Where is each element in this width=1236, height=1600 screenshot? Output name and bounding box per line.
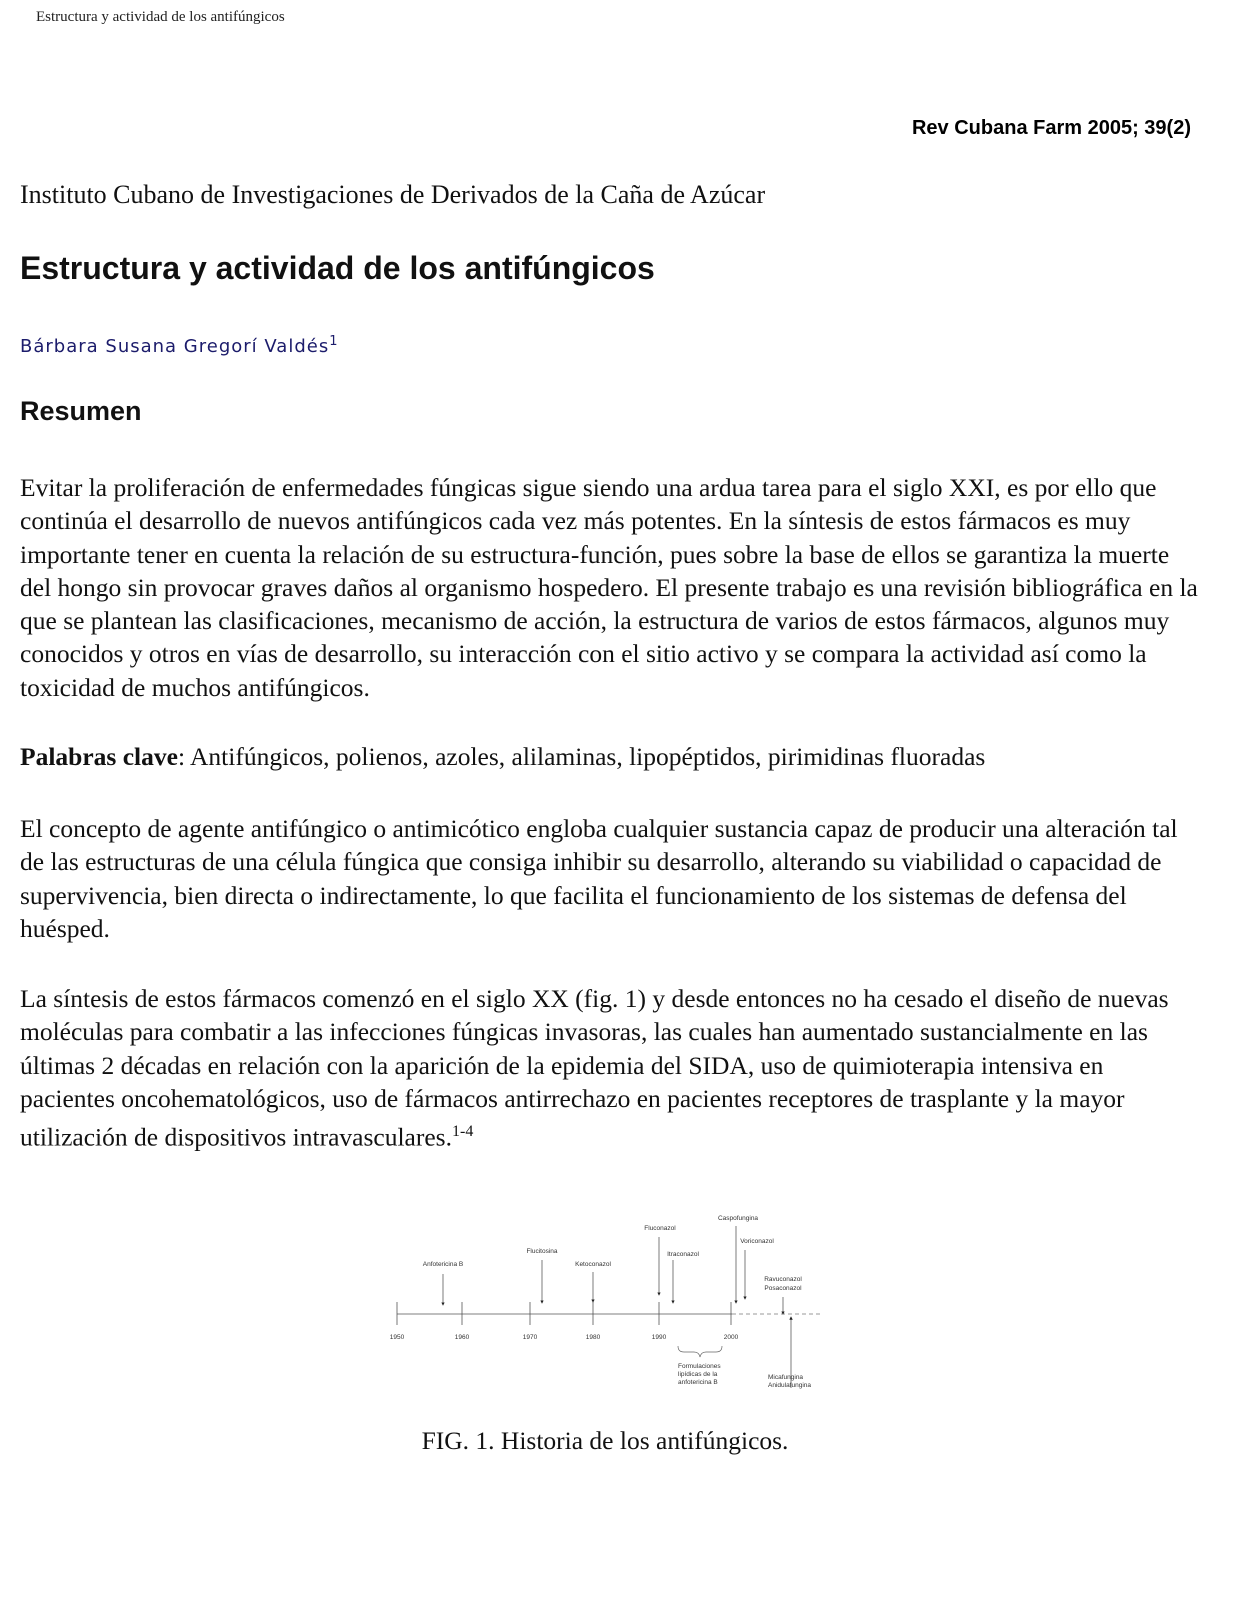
journal-reference: Rev Cubana Farm 2005; 39(2) — [911, 117, 1191, 139]
body-paragraph-2-text: La síntesis de estos fármacos comenzó en el siglo XX (fig. 1) y desde entonces no ha cesado el diseño de nuevas moléculas para combatir a las infecciones fúngicas invasoras, las cuales han aumentado sustancialmente en las últimas 2 décadas en relación con la aparición de la epidemia del SIDA, uso de quimioterapia intensiva en pacientes oncohematológicos, uso de fármacos antirrechazo en pacientes receptores de trasplante y la mayor utilización de dispositivos intravasculares. — [20, 984, 1169, 1152]
event-fluconazol: Fluconazol — [644, 1225, 676, 1232]
figure-caption: FIG. 1. Historia de los antifúngicos. — [421, 1426, 789, 1455]
event-ravuconazol: Ravuconazol — [764, 1276, 802, 1283]
article-title: Estructura y actividad de los antifúngicos — [20, 250, 655, 286]
svg-text:1950: 1950 — [389, 1334, 405, 1341]
event-voriconazol: Voriconazol — [740, 1238, 774, 1245]
lipid-formulations-brace — [678, 1346, 722, 1357]
event-micafungina: Micafungina — [768, 1374, 804, 1381]
author-name: Bárbara Susana Gregorí Valdés — [20, 336, 330, 357]
event-arrows — [443, 1226, 791, 1388]
timeline-figure — [380, 1180, 840, 1400]
svg-text:1980: 1980 — [585, 1334, 601, 1341]
affiliation-mark[interactable]: 1 — [329, 334, 339, 349]
running-head: Estructura y actividad de los antifúngicos — [36, 9, 285, 25]
event-ketoconazol: Ketoconazol — [575, 1261, 611, 1268]
svg-text:2000: 2000 — [723, 1334, 739, 1341]
event-anidulafungina: Anidulafungina — [768, 1382, 812, 1389]
event-flucitosina: Flucitosina — [526, 1248, 558, 1255]
author-line — [20, 334, 339, 357]
keywords — [20, 740, 1200, 773]
event-caspofungina: Caspofungina — [717, 1215, 759, 1222]
timeline-diagram — [380, 1180, 840, 1400]
svg-text:1970: 1970 — [522, 1334, 538, 1341]
event-posaconazol: Posaconazol — [764, 1285, 802, 1292]
event-formulaciones-1: Formulaciones — [678, 1363, 721, 1370]
body-paragraph-1: El concepto de agente antifúngico o antimicótico engloba cualquier sustancia capaz de producir una alteración tal de las estructuras de una célula fúngica que consiga inhibir su desarrollo, alterando su viabilidad o capacidad de supervivencia, bien directa o indirectamente, lo que facilita el funcionamiento de los sistemas de defensa del huésped. — [20, 814, 1178, 943]
abstract-text: Evitar la proliferación de enfermedades fúngicas sigue siendo una ardua tarea para el siglo XXI, es por ello que continúa el desarrollo de nuevos antifúngicos cada vez más potentes. En la síntesis de estos fármacos es muy importante tener en cuenta la relación de su estructura-función, pues sobre la base de ellos se garantiza la muerte del hongo sin provocar graves daños al organismo hospedero. El presente trabajo es una revisión bibliográfica en la que se plantean las clasificaciones, mecanismo de acción, la estructura de varios de estos fármacos, algunos muy conocidos y otros en vías de desarrollo, su interacción con el sitio activo y se compara la actividad así como la toxicidad de muchos antifúngicos. — [20, 473, 1198, 702]
event-itraconazol: Itraconazol — [667, 1251, 699, 1258]
keywords-label: Palabras clave — [20, 742, 178, 771]
tick-labels — [390, 1334, 739, 1341]
reference-marker[interactable]: 1-4 — [451, 1123, 474, 1141]
event-anfotericina-b: Anfotericina B — [422, 1261, 464, 1268]
keywords-text: Antifúngicos, polienos, azoles, alilaminas, lipopéptidos, pirimidinas fluoradas — [190, 742, 986, 771]
svg-text:1990: 1990 — [651, 1334, 667, 1341]
tick-marks — [397, 1302, 731, 1325]
body-paragraph-2 — [20, 982, 1200, 1154]
abstract-heading: Resumen — [20, 396, 142, 426]
keywords-separator: : — [177, 742, 190, 771]
event-formulaciones-2: lipídicas de la — [678, 1371, 718, 1378]
event-formulaciones-3: anfotericina B — [678, 1379, 718, 1386]
svg-text:1960: 1960 — [454, 1334, 470, 1341]
event-labels — [423, 1215, 803, 1292]
below-labels — [678, 1363, 811, 1389]
institute-name: Instituto Cubano de Investigaciones de Derivados de la Caña de Azúcar — [20, 180, 766, 209]
